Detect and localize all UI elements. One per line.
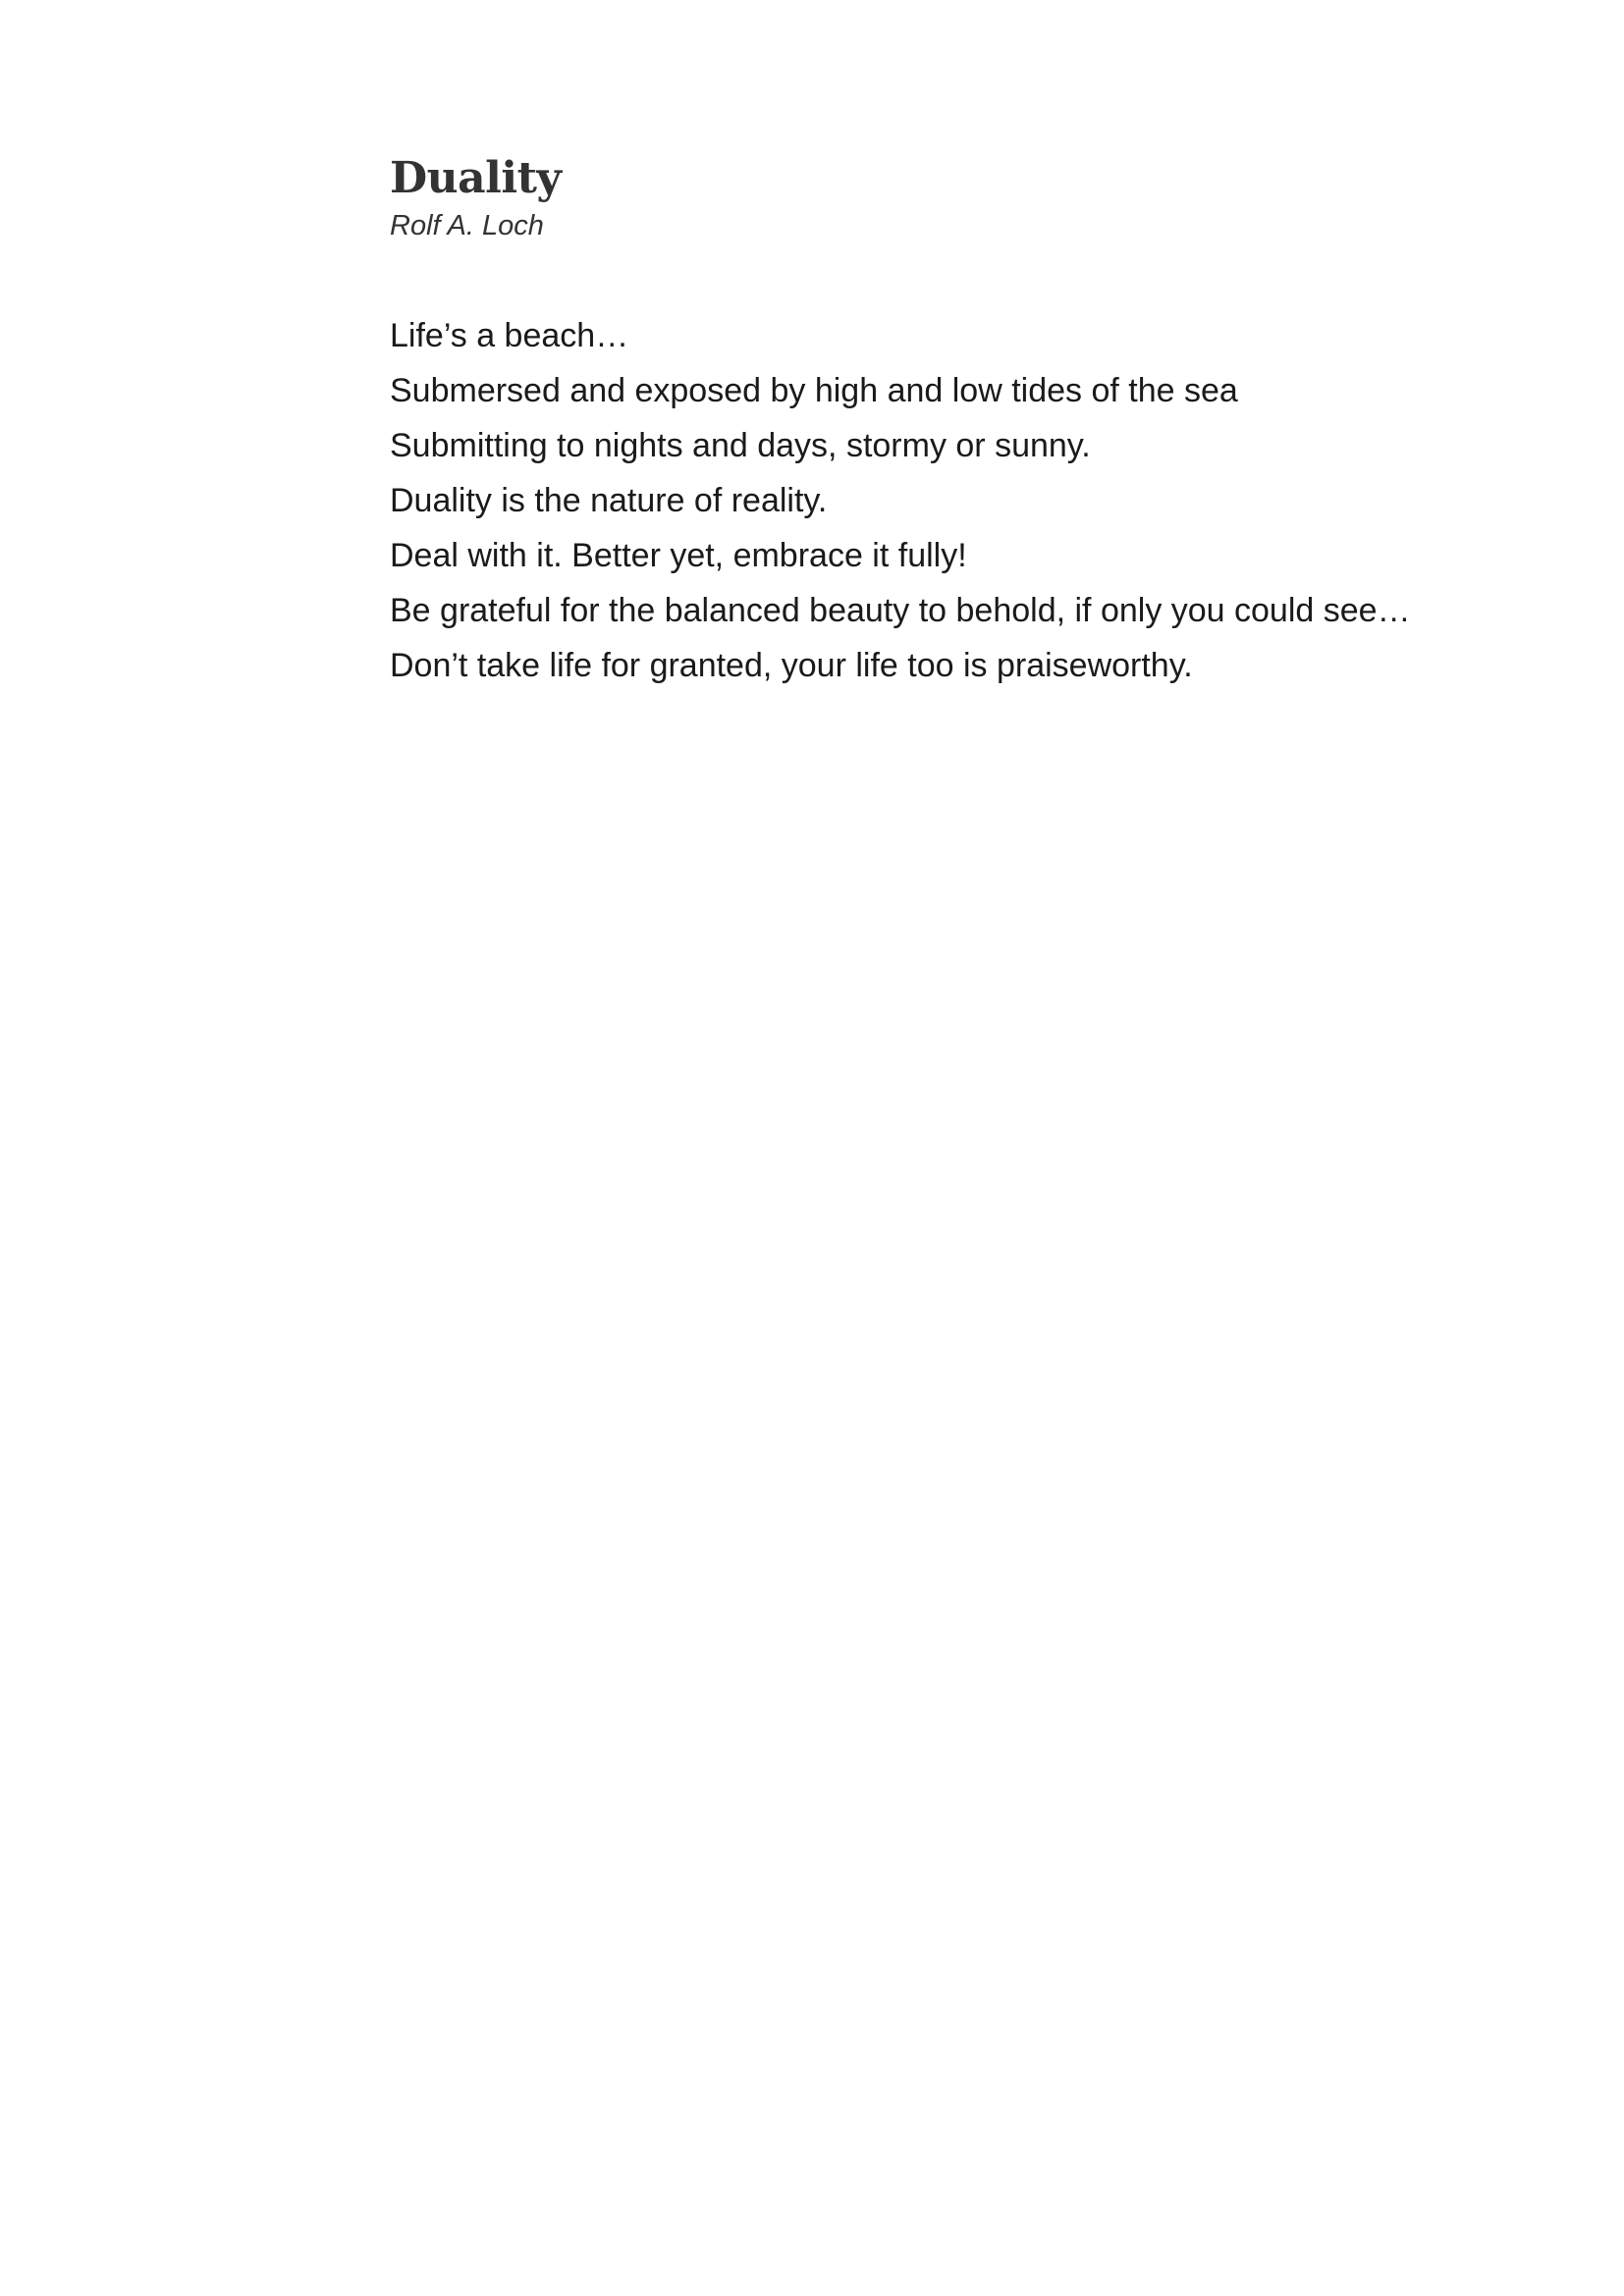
- poem-line: Duality is the nature of reality.: [390, 482, 828, 519]
- poem-line: Deal with it. Better yet, embrace it fully!: [390, 537, 967, 574]
- poem-line: Submersed and exposed by high and low tides of the sea: [390, 372, 1238, 409]
- poem: [390, 151, 1568, 693]
- poem-body: [390, 308, 1568, 693]
- poem-author: Rolf A. Loch: [390, 210, 544, 241]
- poem-line: Be grateful for the balanced beauty to behold, if only you could see…: [390, 592, 1411, 629]
- poem-line: Submitting to nights and days, stormy or sunny.: [390, 427, 1091, 464]
- poem-title: Duality: [390, 153, 562, 203]
- poem-line: Life’s a beach…: [390, 317, 629, 354]
- poem-line: Don’t take life for granted, your life too is praiseworthy.: [390, 647, 1193, 684]
